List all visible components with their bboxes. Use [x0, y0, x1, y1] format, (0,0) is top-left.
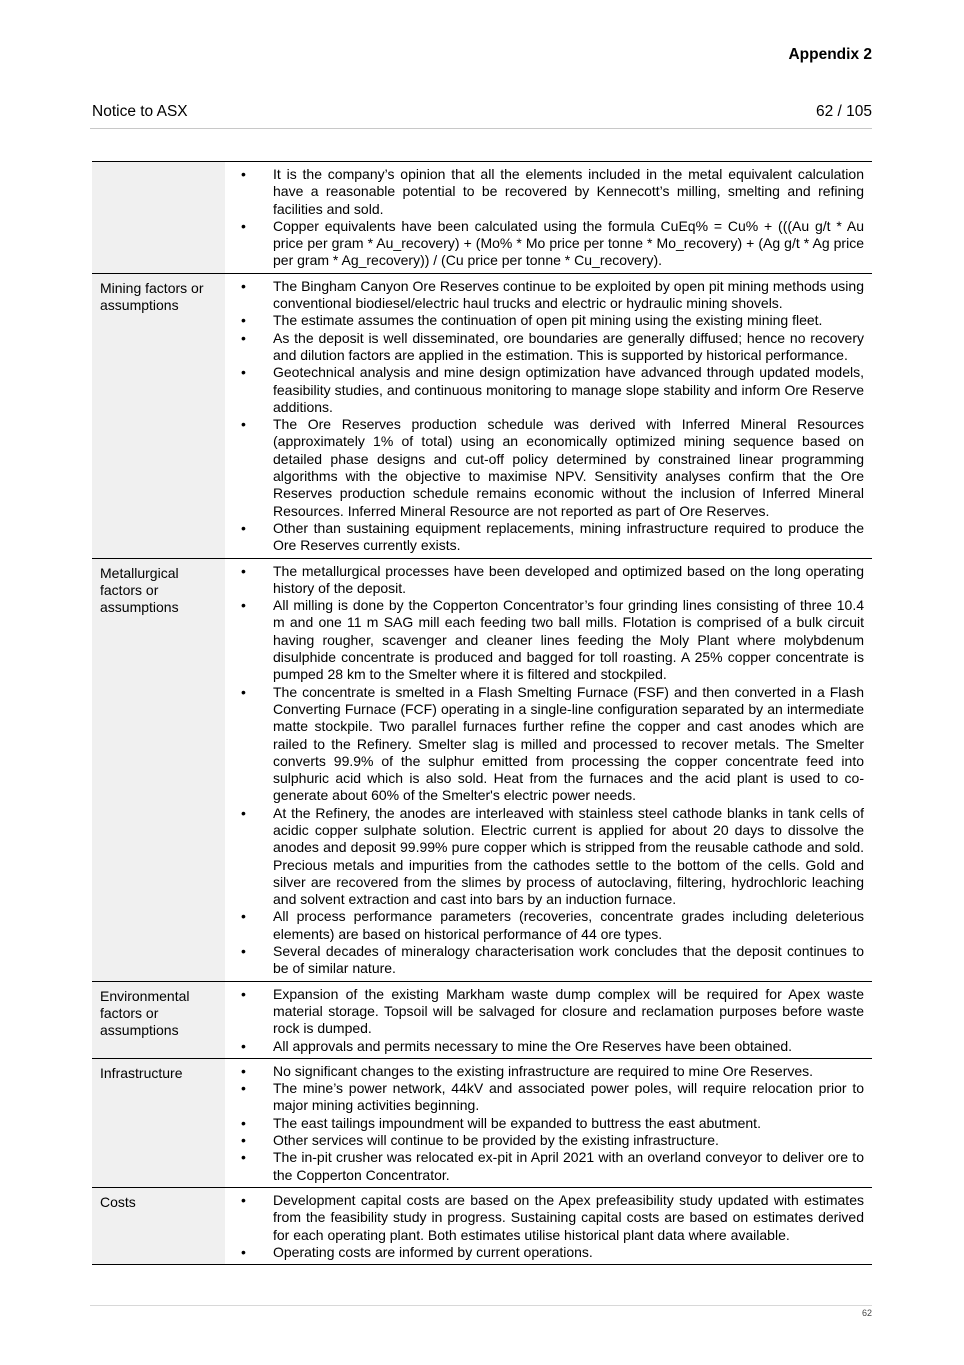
bullet-point: • All milling is done by the Copperton Concentrator’s four grinding lines consisting of three 10.4 m and one 11 m SAG mill each feeding two ball mills. Flotation is comprised of a bulk circuit having rougher, scavenger and cleaner lines feeding the Moly Plant where molybdenum disulphide concentrate is produced and bagged for toll roasting. A 25% copper concentrate is pumped 28 km to the Smelter where it is filtered and stockpiled.	[225, 597, 864, 683]
bullet-point: • No significant changes to the existing infrastructure are required to mine Ore Reserves.	[225, 1063, 864, 1080]
table-row	[92, 558, 872, 981]
bullet-point: • All approvals and permits necessary to mine the Ore Reserves have been obtained.	[225, 1038, 864, 1055]
commentary-cell	[225, 981, 872, 1058]
table-body	[92, 162, 872, 1265]
commentary-cell	[225, 1058, 872, 1187]
bullet-point: • Geotechnical analysis and mine design optimization have advanced through updated models, feasibility studies, and continuous monitoring to manage slope stability and inform Ore Reserve additions.	[225, 364, 864, 416]
bullet-point: • Copper equivalents have been calculated using the formula CuEq% = Cu% + (((Au g/t * Au price per gram * Au_recovery) + (Mo% * Mo price per tonne * Mo_recovery) + (Ag g/t * Ag price per gram * Ag_recovery)) / (Cu price per tonne * Cu_recovery).	[225, 218, 864, 270]
bullet-list	[225, 1063, 864, 1184]
bullet-point: • Several decades of mineralogy characterisation work concludes that the deposit continues to be of similar nature.	[225, 943, 864, 978]
table-row	[92, 1187, 872, 1264]
criteria-label: Costs	[92, 1187, 225, 1264]
bullet-point: • The Ore Reserves production schedule was derived with Inferred Mineral Resources (approximately 1% of total) using an economically optimized mining sequence based on detailed phase designs and cut-off policy determined by constrained linear programming algorithms with the objective to maximise NPV. Sensitivity analyses confirm that the Ore Reserves production schedule remains economic without the inclusion of Inferred Mineral Resources. Inferred Mineral Resource are not reported as part of Ore Reserves.	[225, 416, 864, 520]
criteria-label: Environmental factors or assumptions	[92, 981, 225, 1058]
footer-divider	[90, 1305, 872, 1306]
bullet-point: • Other services will continue to be provided by the existing infrastructure.	[225, 1132, 864, 1149]
bullet-point: • Other than sustaining equipment replacements, mining infrastructure required to produce the Ore Reserves currently exists.	[225, 520, 864, 555]
bullet-list	[225, 166, 864, 270]
bullet-point: • At the Refinery, the anodes are interleaved with stainless steel cathode blanks in tank cells of acidic copper sulphate solution. Electric current is applied for about 20 days to dissolve the anodes and deposit 99.99% pure copper which is stripped from the reusable cathode and sold. Precious metals and impurities from the cathodes settle to the bottom of the cells. Gold and silver are recovered from the slimes by process of autoclaving, filtering, hydrochloric leaching and solvent extraction and cast into bars by an induction furnace.	[225, 805, 864, 909]
footer-page-number: 62	[861, 1308, 872, 1318]
bullet-list	[225, 1192, 864, 1261]
criteria-label	[92, 162, 225, 274]
bullet-point: • Development capital costs are based on the Apex prefeasibility study updated with estimates from the feasibility study in progress. Sustaining capital costs are based on estimates derived for each operating plant. Both estimates utilise historical plant data where available.	[225, 1192, 864, 1244]
page-counter: 62 / 105	[815, 103, 872, 120]
header-divider	[90, 128, 872, 129]
bullet-list	[225, 986, 864, 1055]
bullet-point: • The estimate assumes the continuation of open pit mining using the existing mining fleet.	[225, 312, 864, 329]
bullet-point: • As the deposit is well disseminated, ore boundaries are generally diffused; hence no recovery and dilution factors are applied in the estimation. This is supported by historical performance.	[225, 330, 864, 365]
commentary-cell	[225, 162, 872, 274]
document-title: Notice to ASX	[92, 103, 188, 120]
bullet-point: • The east tailings impoundment will be expanded to buttress the east abutment.	[225, 1115, 864, 1132]
commentary-cell	[225, 1187, 872, 1264]
bullet-point: • The in-pit crusher was relocated ex-pit in April 2021 with an overland conveyor to deliver ore to the Copperton Concentrator.	[225, 1149, 864, 1184]
bullet-point: • It is the company’s opinion that all the elements included in the metal equivalent calculation have a reasonable potential to be recovered by Kennecott’s milling, smelting and refining facilities and sold.	[225, 166, 864, 218]
criteria-label: Metallurgical factors or assumptions	[92, 558, 225, 981]
bullet-list	[225, 563, 864, 978]
bullet-point: • The Bingham Canyon Ore Reserves continue to be exploited by open pit mining methods using conventional biodiesel/electric haul trucks and electric or hydraulic mining shovels.	[225, 278, 864, 313]
bullet-point: • Operating costs are informed by current operations.	[225, 1244, 864, 1261]
bullet-list	[225, 278, 864, 555]
commentary-cell	[225, 558, 872, 981]
table-row	[92, 273, 872, 558]
bullet-point: • Expansion of the existing Markham waste dump complex will be required for Apex waste material storage. Topsoil will be salvaged for closure and reclamation purposes before waste rock is dumped.	[225, 986, 864, 1038]
table-row	[92, 162, 872, 274]
table-row	[92, 1058, 872, 1187]
criteria-label: Infrastructure	[92, 1058, 225, 1187]
bullet-point: • The metallurgical processes have been developed and optimized based on the long operating history of the deposit.	[225, 563, 864, 598]
appendix-title: Appendix 2	[788, 46, 872, 63]
bullet-point: • All process performance parameters (recoveries, concentrate grades including deleterious elements) are based on historical performance of 44 ore types.	[225, 908, 864, 943]
jorc-criteria-table	[92, 161, 872, 1265]
criteria-label: Mining factors or assumptions	[92, 273, 225, 558]
table-row	[92, 981, 872, 1058]
bullet-point: • The mine’s power network, 44kV and associated power poles, will require relocation prior to major mining activities beginning.	[225, 1080, 864, 1115]
bullet-point: • The concentrate is smelted in a Flash Smelting Furnace (FSF) and then converted in a Flash Converting Furnace (FCF) operating in a single-line configuration separated by an intermediate matte stockpile. Two parallel furnaces further refine the copper and cast anodes which are railed to the Refinery. Smelter slag is milled and processed to recover metals. The Smelter converts 99.9% of the sulphur emitted from processing the copper concentrate feed into sulphuric acid which is also sold. Heat from the furnaces and the acid plant is used to co-generate about 60% of the Smelter's electric power needs.	[225, 684, 864, 805]
commentary-cell	[225, 273, 872, 558]
